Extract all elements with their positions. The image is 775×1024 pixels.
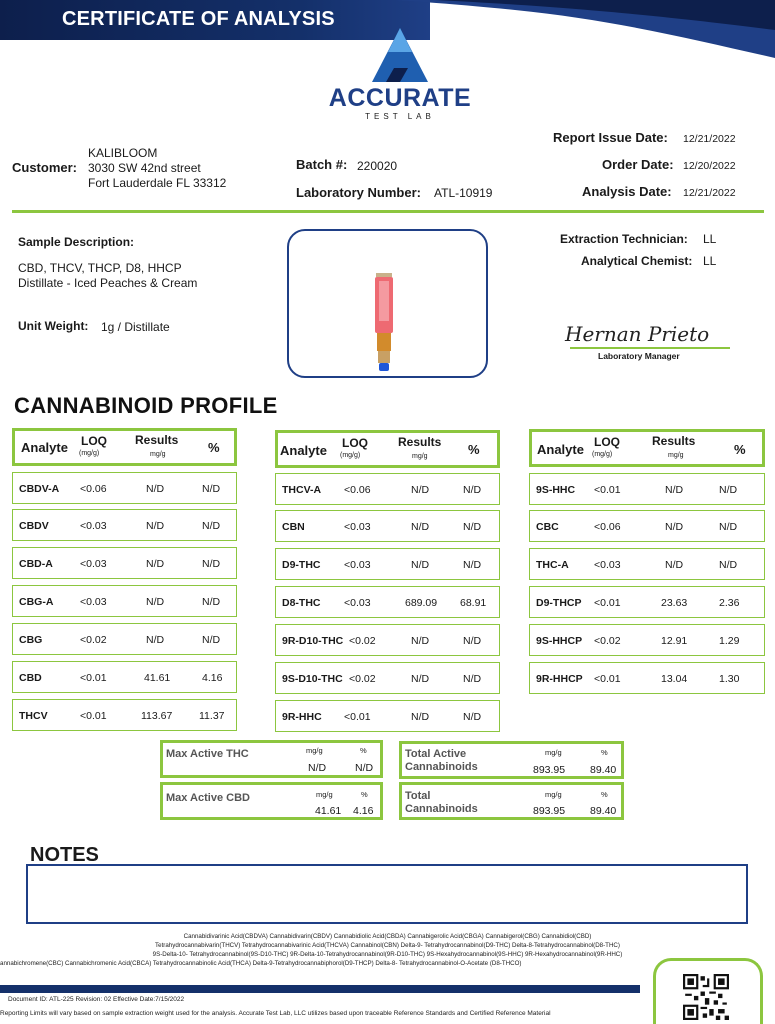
notes-title: NOTES <box>30 844 99 866</box>
analytical-chemist-label: Analytical Chemist: <box>581 254 693 268</box>
max-active-cbd-pct: 4.16 <box>353 805 374 817</box>
total-label-1: Total <box>405 790 431 802</box>
max-active-thc-mg: N/D <box>308 762 327 774</box>
table-row <box>12 661 237 693</box>
analyte-name: D8-THC <box>282 597 321 609</box>
analyte-pct: 2.36 <box>719 597 740 609</box>
analyte-pct: N/D <box>719 484 738 496</box>
report-date-value: 12/21/2022 <box>683 133 736 145</box>
analyte-pct: N/D <box>202 520 221 532</box>
qr-code-icon[interactable] <box>683 974 729 1020</box>
total-active-pct-head: % <box>601 748 608 757</box>
glossary-line-3: 9S-Delta-10- Tetrahydrocannabinol(9S-D10-THC) 9R-Delta-10-Tetrahydrocannabinol(9R-D10-THC) 9S-Hexahydrocannabinol(9S-HHC) 9R-Hexahydrocannabinol(9R-HHC) <box>152 951 623 958</box>
analyte-loq: <0.01 <box>344 711 371 723</box>
analyte-loq: <0.03 <box>80 596 107 608</box>
analyte-pct: N/D <box>463 673 482 685</box>
analyte-result: N/D <box>411 521 430 533</box>
glossary-line-1: Cannabidivarinic Acid(CBDVA) Cannabidivarin(CBDV) Cannabidiolic Acid(CBDA) Cannabigerolic Acid(CBGA) Cannabigerol(CBG) Cannabidiol(CBD) <box>183 933 592 940</box>
analyte-loq: <0.03 <box>344 597 371 609</box>
analyte-pct: N/D <box>463 521 482 533</box>
analyte-result: N/D <box>411 559 430 571</box>
analyte-pct: 68.91 <box>460 597 487 609</box>
total-active-label-2: Cannabinoids <box>405 761 478 773</box>
analyte-loq: <0.03 <box>594 559 621 571</box>
analyte-pct: N/D <box>463 635 482 647</box>
notes-box <box>26 864 748 924</box>
max-active-thc-box <box>160 740 383 778</box>
analysis-date-label: Analysis Date: <box>582 184 672 199</box>
analyte-result: N/D <box>146 483 165 495</box>
analyte-result: N/D <box>146 520 165 532</box>
total-active-unit: mg/g <box>545 748 562 757</box>
order-date-label: Order Date: <box>602 157 674 172</box>
analyte-name: 9S-HHC <box>536 484 576 496</box>
divider <box>12 210 764 213</box>
table-row <box>275 586 500 618</box>
table-row <box>529 510 765 542</box>
total-cannabinoids-box <box>399 782 624 820</box>
sample-description-line-1: CBD, THCV, THCP, D8, HHCP <box>18 261 182 275</box>
analyte-name: D9-THCP <box>536 597 582 609</box>
header-loq-unit: (mg/g) <box>592 451 613 458</box>
analyte-result: N/D <box>665 559 684 571</box>
analytical-chemist-value: LL <box>703 254 717 268</box>
analyte-name: THCV-A <box>282 484 322 496</box>
table-header-col-2 <box>275 430 500 468</box>
analysis-date-value: 12/21/2022 <box>683 187 736 199</box>
analyte-result: 12.91 <box>661 635 688 647</box>
analyte-loq: <0.06 <box>80 483 107 495</box>
analyte-name: 9R-HHC <box>282 711 322 723</box>
customer-name: KALIBLOOM <box>88 146 158 160</box>
table-row <box>275 624 500 656</box>
total-mg: 893.95 <box>533 805 566 817</box>
table-row <box>529 473 765 505</box>
max-active-cbd-box <box>160 782 383 820</box>
header-loq: LOQ <box>342 436 368 450</box>
manager-title: Laboratory Manager <box>598 351 680 361</box>
table-row <box>275 510 500 542</box>
batch-value: 220020 <box>357 159 398 173</box>
glossary-line-4: annabichromene(CBC) Cannabichromenic Acid(CBCA) Tetrahydrocannabinolic Acid(THCA) Delta-9-Tetrahydrocannabiphorol(D9-THCP) Delta-8- Tetrahydrocannabinol-O-Acetate (D8-THCO) <box>0 960 522 967</box>
analyte-name: THC-A <box>536 559 569 571</box>
table-row <box>12 623 237 655</box>
header-results: Results <box>652 434 696 448</box>
max-active-cbd-label: Max Active CBD <box>166 792 250 804</box>
table-row <box>529 624 765 656</box>
analyte-pct: N/D <box>463 711 482 723</box>
logo-triangle-icon <box>372 28 428 82</box>
footer-disclaimer: Reporting Limits will vary based on sample extraction weight used for the analysis. Accurate Test Lab, LLC utilizes based upon traceable Reference Standards and Certified Reference Material <box>0 1010 551 1017</box>
total-unit: mg/g <box>545 790 562 799</box>
header-pct: % <box>208 440 220 455</box>
analyte-name: CBD <box>19 672 42 684</box>
header-loq-unit: (mg/g) <box>79 450 100 457</box>
analyte-loq: <0.02 <box>80 634 107 646</box>
analyte-pct: N/D <box>202 596 221 608</box>
sample-description-label: Sample Description: <box>18 235 135 249</box>
header-loq: LOQ <box>81 434 107 448</box>
analyte-loq: <0.03 <box>344 559 371 571</box>
analyte-loq: <0.01 <box>594 597 621 609</box>
analyte-loq: <0.03 <box>80 558 107 570</box>
analyte-name: CBG-A <box>19 596 54 608</box>
unit-weight-value: 1g / Distillate <box>101 320 170 334</box>
analyte-pct: 11.37 <box>199 710 225 722</box>
total-active-pct: 89.40 <box>590 764 617 776</box>
analyte-name: D9-THC <box>282 559 321 571</box>
table-header-col-1 <box>12 428 237 466</box>
analyte-name: 9S-D10-THC <box>282 673 343 685</box>
header-results: Results <box>135 433 179 447</box>
table-row <box>12 509 237 541</box>
analyte-result: N/D <box>411 484 430 496</box>
analyte-loq: <0.03 <box>80 520 107 532</box>
table-row <box>275 700 500 732</box>
header-results-unit: mg/g <box>412 453 428 460</box>
accurate-logo <box>300 26 500 122</box>
vape-cartridge-image <box>369 271 399 375</box>
analyte-loq: <0.01 <box>80 672 107 684</box>
analyte-name: 9R-D10-THC <box>282 635 344 647</box>
analyte-name: CBDV-A <box>19 483 60 495</box>
analyte-pct: N/D <box>202 483 221 495</box>
analyte-result: N/D <box>665 521 684 533</box>
customer-address-1: 3030 SW 42nd street <box>88 161 201 175</box>
max-active-thc-unit: mg/g <box>306 746 323 755</box>
analyte-pct: N/D <box>463 559 482 571</box>
max-active-thc-pct: N/D <box>355 762 374 774</box>
analyte-pct: N/D <box>719 521 738 533</box>
order-date-value: 12/20/2022 <box>683 160 736 172</box>
extraction-tech-value: LL <box>703 232 717 246</box>
logo-subtitle: TEST LAB <box>365 112 435 121</box>
total-pct: 89.40 <box>590 805 617 817</box>
header-pct: % <box>468 442 480 457</box>
header-analyte: Analyte <box>21 440 68 455</box>
table-row <box>12 547 237 579</box>
total-active-mg: 893.95 <box>533 764 566 776</box>
analyte-loq: <0.02 <box>349 673 376 685</box>
sample-photo <box>287 229 488 378</box>
analyte-pct: N/D <box>463 484 482 496</box>
analyte-loq: <0.06 <box>344 484 371 496</box>
analyte-pct: 1.29 <box>719 635 740 647</box>
analyte-pct: N/D <box>719 559 738 571</box>
header-results: Results <box>398 435 442 449</box>
lab-number-value: ATL-10919 <box>434 186 493 200</box>
header-results-unit: mg/g <box>150 451 166 458</box>
customer-label: Customer: <box>12 160 78 175</box>
document-title: CERTIFICATE OF ANALYSIS <box>62 8 335 30</box>
logo-name: ACCURATE <box>328 84 472 112</box>
analyte-result: N/D <box>411 673 430 685</box>
report-date-label: Report Issue Date: <box>553 130 668 145</box>
analyte-result: N/D <box>146 634 165 646</box>
signature: Hernan Prieto <box>565 322 710 346</box>
footer-bar <box>0 985 640 993</box>
analyte-result: 23.63 <box>661 597 688 609</box>
max-active-cbd-pct-head: % <box>361 790 368 799</box>
max-active-cbd-mg: 41.61 <box>315 805 342 817</box>
table-row <box>275 662 500 694</box>
analyte-pct: 1.30 <box>719 673 740 685</box>
customer-address-2: Fort Lauderdale FL 33312 <box>88 176 227 190</box>
analyte-name: CBD-A <box>19 558 53 570</box>
max-active-thc-pct-head: % <box>360 746 367 755</box>
header-analyte: Analyte <box>537 442 584 457</box>
analyte-name: CBDV <box>19 520 49 532</box>
signature-line <box>570 347 730 349</box>
unit-weight-label: Unit Weight: <box>18 319 89 333</box>
analyte-name: CBC <box>536 521 559 533</box>
analyte-result: 113.67 <box>141 710 173 722</box>
total-label-2: Cannabinoids <box>405 803 478 815</box>
analyte-pct: N/D <box>202 634 221 646</box>
analyte-loq: <0.01 <box>594 673 621 685</box>
document-id: Document ID: ATL-225 Revision: 02 Effective Date:7/15/2022 <box>8 996 185 1003</box>
total-active-cannabinoids-box <box>399 741 624 779</box>
analyte-name: CBN <box>282 521 305 533</box>
analyte-name: THCV <box>19 710 48 722</box>
analyte-result: N/D <box>411 635 430 647</box>
analyte-name: 9S-HHCP <box>536 635 583 647</box>
analyte-pct: 4.16 <box>202 672 223 684</box>
analyte-loq: <0.02 <box>594 635 621 647</box>
analyte-result: N/D <box>411 711 430 723</box>
header-loq: LOQ <box>594 435 620 449</box>
batch-label: Batch #: <box>296 157 348 172</box>
glossary-line-2: Tetrahydrocannabivarin(THCV) Tetrahydrocannabivarinic Acid(THCVA) Cannabinol(CBN) Delta-9- Tetrahydrocannabinol(D9-THC) Delta-8-Tetrahydrocannabinol(D8-THC) <box>155 942 620 949</box>
header-pct: % <box>734 442 746 457</box>
analyte-name: CBG <box>19 634 43 646</box>
analyte-loq: <0.01 <box>594 484 621 496</box>
table-row <box>529 586 765 618</box>
table-row <box>12 585 237 617</box>
analyte-result: 41.61 <box>144 672 171 684</box>
lab-number-label: Laboratory Number: <box>296 185 421 200</box>
table-row <box>275 548 500 580</box>
analyte-loq: <0.03 <box>344 521 371 533</box>
max-active-thc-label: Max Active THC <box>166 748 249 760</box>
analyte-result: 13.04 <box>661 673 688 685</box>
table-row <box>12 699 237 731</box>
table-row <box>529 548 765 580</box>
total-active-label-1: Total Active <box>405 748 467 760</box>
table-row <box>12 472 237 504</box>
table-header-col-3 <box>529 429 765 467</box>
analyte-result: N/D <box>665 484 684 496</box>
header-analyte: Analyte <box>280 443 327 458</box>
analyte-result: 689.09 <box>405 597 438 609</box>
table-row <box>275 473 500 505</box>
analyte-result: N/D <box>146 558 165 570</box>
cannabinoid-profile-title: CANNABINOID PROFILE <box>14 393 278 418</box>
header-results-unit: mg/g <box>668 452 684 459</box>
analyte-loq: <0.06 <box>594 521 621 533</box>
sample-description-line-2: Distillate - Iced Peaches & Cream <box>18 276 198 290</box>
analyte-pct: N/D <box>202 558 221 570</box>
total-pct-head: % <box>601 790 608 799</box>
analyte-loq: <0.02 <box>349 635 376 647</box>
analyte-result: N/D <box>146 596 165 608</box>
analyte-name: 9R-HHCP <box>536 673 583 685</box>
analyte-loq: <0.01 <box>80 710 107 722</box>
table-row <box>529 662 765 694</box>
extraction-tech-label: Extraction Technician: <box>560 232 688 246</box>
max-active-cbd-unit: mg/g <box>316 790 333 799</box>
header-loq-unit: (mg/g) <box>340 452 361 459</box>
